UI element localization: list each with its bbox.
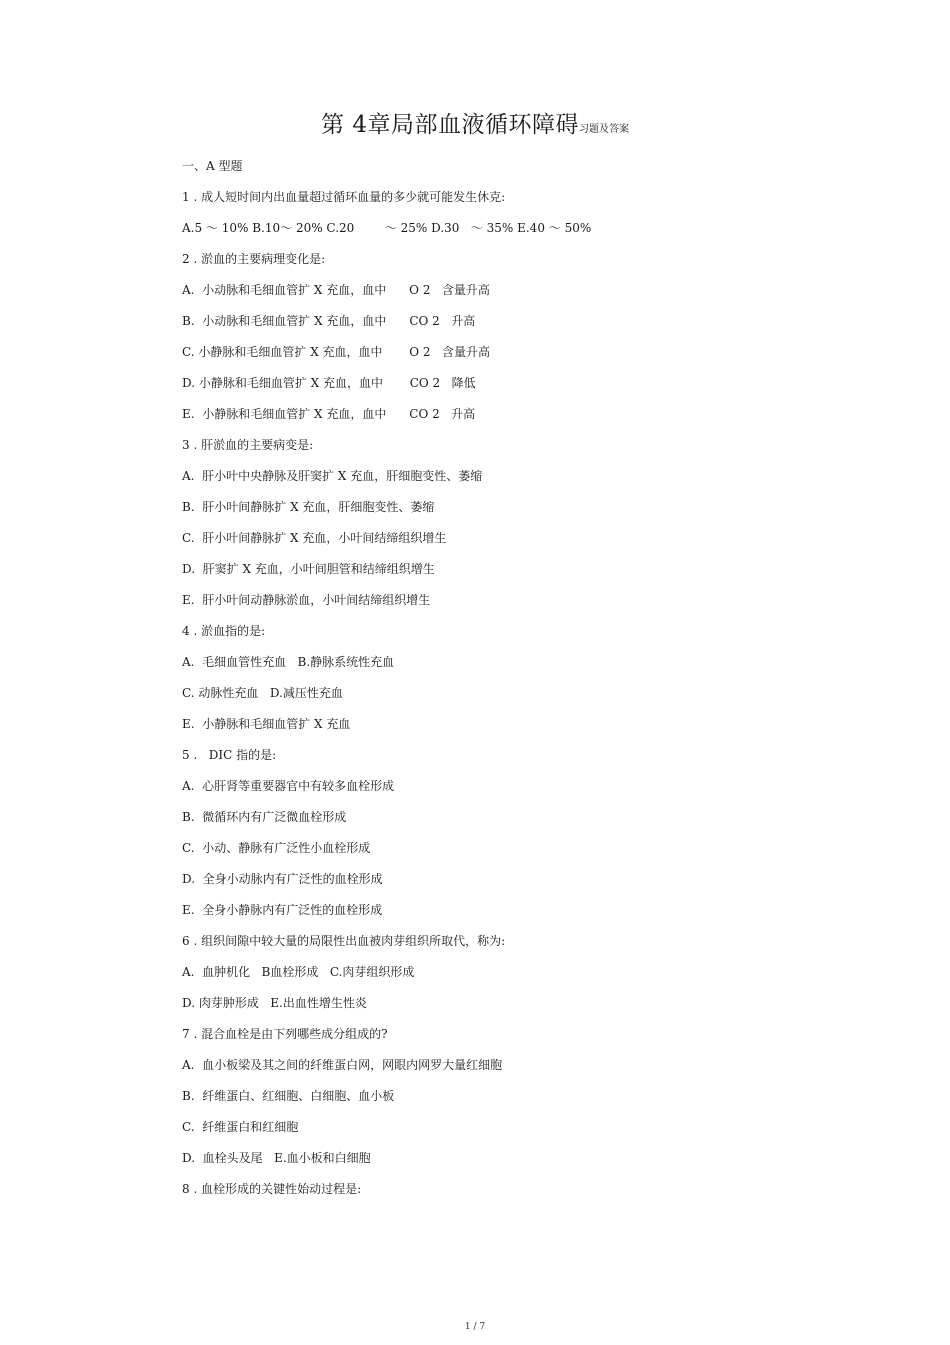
question-5-option-d: D. 全身小动脉内有广泛性的血栓形成 (182, 872, 383, 886)
question-3-option-e: E. 肝小叶间动静脉淤血，小叶间结缔组织增生 (182, 593, 431, 607)
section-heading: 一、A 型题 (182, 159, 243, 173)
question-2: 2 . 淤血的主要病理变化是: (182, 252, 326, 266)
question-3-option-a: A. 肝小叶中央静脉及肝窦扩 X 充血，肝细胞变性、萎缩 (182, 469, 483, 483)
question-5-option-b: B. 微循环内有广泛微血栓形成 (182, 810, 347, 824)
question-5-option-c: C. 小动、静脉有广泛性小血栓形成 (182, 841, 371, 855)
question-3-option-d: D. 肝窦扩 X 充血，小叶间胆管和结缔组织增生 (182, 562, 435, 576)
question-4: 4 . 淤血指的是: (182, 624, 266, 638)
question-7-option-a: A. 血小板梁及其之间的纤维蛋白网，网眼内网罗大量红细胞 (182, 1058, 503, 1072)
document-title (0, 106, 950, 139)
title-main: 第 4章局部血液循环障碍 (321, 112, 579, 138)
question-3: 3 . 肝淤血的主要病变是: (182, 438, 314, 452)
question-5-option-a: A. 心肝肾等重要器官中有较多血栓形成 (182, 779, 395, 793)
question-2-option-e: E. 小静脉和毛细血管扩 X 充血，血中 CO 2 升高 (182, 407, 476, 421)
question-6-options-abc: A. 血肿机化 B血栓形成 C.肉芽组织形成 (182, 965, 415, 979)
question-list (182, 156, 822, 1210)
question-3-option-c: C. 肝小叶间静脉扩 X 充血，小叶间结缔组织增生 (182, 531, 447, 545)
question-2-option-a: A. 小动脉和毛细血管扩 X 充血，血中 O 2 含量升高 (182, 283, 490, 297)
question-1: 1 . 成人短时间内出血量超过循环血量的多少就可能发生休克: (182, 190, 506, 204)
question-2-option-d: D. 小静脉和毛细血管扩 X 充血，血中 CO 2 降低 (182, 376, 476, 390)
question-4-options-cd: C. 动脉性充血 D.减压性充血 (182, 686, 343, 700)
title-sub: 习题及答案 (578, 124, 629, 135)
question-7-option-c: C. 纤维蛋白和红细胞 (182, 1120, 299, 1134)
page-number: 1 / 7 (464, 1322, 486, 1332)
question-7: 7 . 混合血栓是由下列哪些成分组成的? (182, 1027, 388, 1041)
question-3-option-b: B. 肝小叶间静脉扩 X 充血，肝细胞变性、萎缩 (182, 500, 435, 514)
question-4-option-e: E. 小静脉和毛细血管扩 X 充血 (182, 717, 351, 731)
question-2-option-c: C. 小静脉和毛细血管扩 X 充血，血中 O 2 含量升高 (182, 345, 490, 359)
question-2-option-b: B. 小动脉和毛细血管扩 X 充血，血中 CO 2 升高 (182, 314, 476, 328)
question-4-options-ab: A. 毛细血管性充血 B.静脉系统性充血 (182, 655, 395, 669)
question-5: 5 . DIC 指的是: (182, 748, 277, 762)
question-6-options-de: D. 肉芽肿形成 E.出血性增生性炎 (182, 996, 367, 1010)
question-1-options: A.5 ～ 10% B.10～ 20% C.20 ～ 25% D.30 ～ 35% E.40 ～ 50% (182, 221, 592, 235)
question-7-option-b: B. 纤维蛋白、红细胞、白细胞、血小板 (182, 1089, 395, 1103)
question-7-options-de: D. 血栓头及尾 E.血小板和白细胞 (182, 1151, 371, 1165)
question-8: 8 . 血栓形成的关键性始动过程是: (182, 1182, 362, 1196)
question-6: 6 . 组织间隙中较大量的局限性出血被肉芽组织所取代，称为: (182, 934, 506, 948)
question-5-option-e: E. 全身小静脉内有广泛性的血栓形成 (182, 903, 383, 917)
